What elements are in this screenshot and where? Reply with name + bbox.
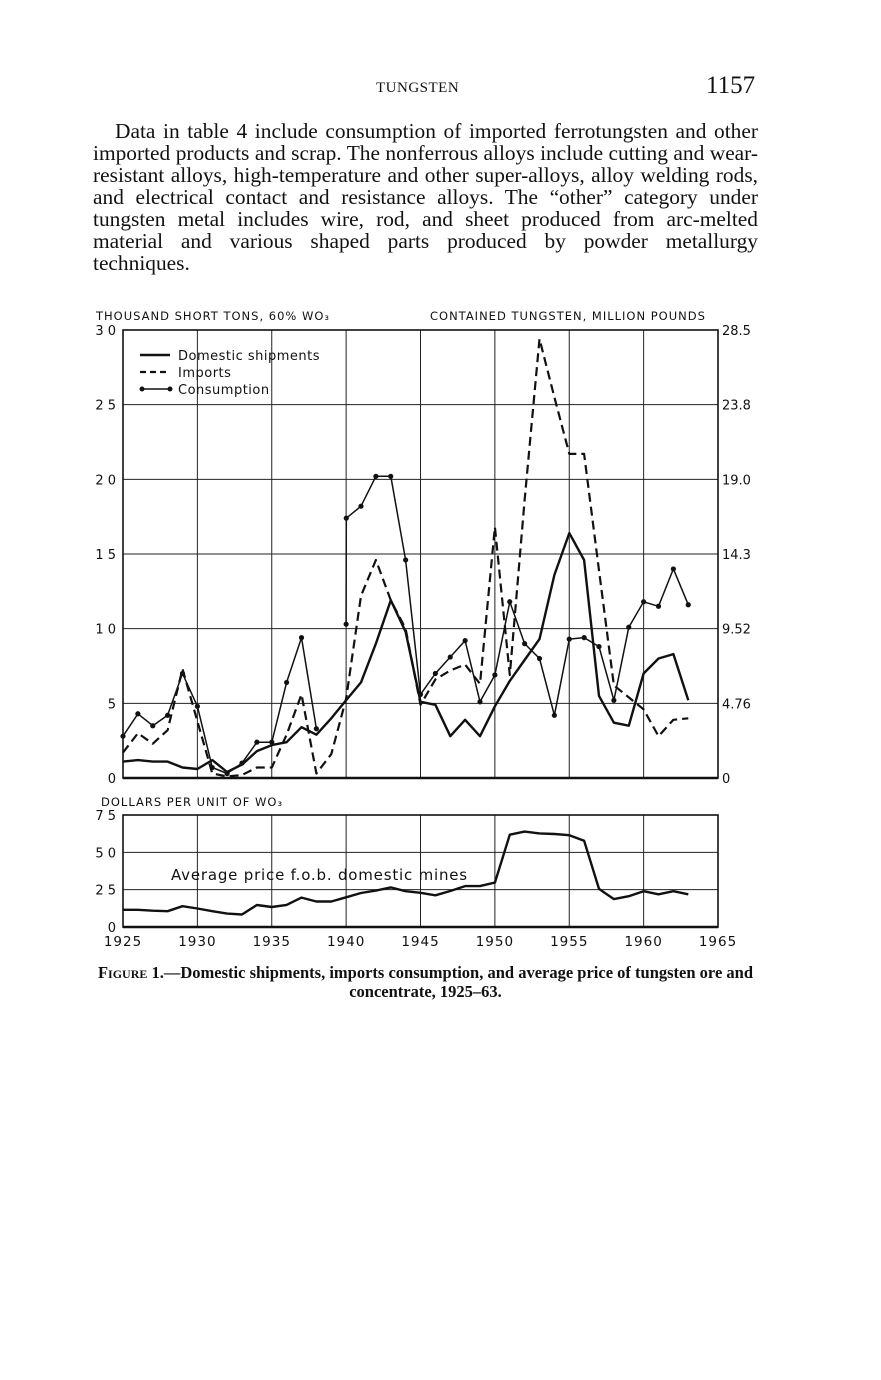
paragraph-text: Data in table 4 include consumption of imported ferrotungsten and other imported products and scrap. The nonferrous alloys include cutting and wear-resistant alloys, high-temperature and other super-alloys, alloy welding rods, and electrical contact and resistance alloys. The “other” category under tungsten metal includes wire, rod, and sheet produced from arc-melted material and various shaped parts produced by powder metallurgy techniques. xyxy=(93,119,758,275)
caption-text: —Domestic shipments, imports consumption, and average price of tungsten ore and concentrate, 1925–63. xyxy=(163,963,754,1001)
consumption-point xyxy=(210,765,215,770)
y-tick-label-left: 3 0 xyxy=(95,324,116,339)
page-number: 1157 xyxy=(706,72,756,99)
consumption-point xyxy=(403,557,408,562)
consumption-point xyxy=(552,713,557,718)
consumption-point xyxy=(373,474,378,479)
y-tick-label-left: 5 0 xyxy=(95,846,116,862)
running-head: TUNGSTEN xyxy=(376,80,460,96)
consumption-point xyxy=(239,760,244,765)
consumption-point xyxy=(284,680,289,685)
consumption-point xyxy=(135,711,140,716)
consumption-point xyxy=(448,654,453,659)
y-tick-label-left: 2 5 xyxy=(95,883,116,899)
consumption-point xyxy=(656,604,661,609)
y-tick-label-left: 2 0 xyxy=(95,473,116,489)
series-label-average-price: Average price f.o.b. domestic mines xyxy=(171,866,468,884)
legend-swatch-dot xyxy=(168,387,173,392)
legend-label: Imports xyxy=(178,366,232,381)
consumption-point xyxy=(507,599,512,604)
y-axis-label-left: THOUSAND SHORT TONS, 60% WO₃ xyxy=(96,309,331,323)
y-axis-label-left: DOLLARS PER UNIT OF WO₃ xyxy=(101,795,284,809)
y-tick-label-left: 0 xyxy=(107,772,116,787)
consumption-point xyxy=(463,638,468,643)
consumption-point xyxy=(596,644,601,649)
consumption-point xyxy=(269,740,274,745)
consumption-point xyxy=(522,641,527,646)
consumption-point xyxy=(254,740,259,745)
y-tick-label-left: 7 5 xyxy=(95,809,116,824)
consumption-point xyxy=(344,622,349,627)
consumption-point xyxy=(344,516,349,521)
x-tick-label: 1935 xyxy=(252,934,291,950)
x-tick-label: 1950 xyxy=(475,934,515,950)
legend-label: Domestic shipments xyxy=(178,349,321,364)
consumption-point xyxy=(477,699,482,704)
x-tick-label: 1965 xyxy=(698,934,738,950)
consumption-point xyxy=(180,671,185,676)
y-tick-label-left: 0 xyxy=(107,921,116,936)
x-tick-label: 1955 xyxy=(550,934,589,950)
figure-caption xyxy=(93,963,758,1001)
consumption-point xyxy=(388,474,393,479)
y-tick-label-left: 2 5 xyxy=(95,398,116,414)
y-axis-label-right: CONTAINED TUNGSTEN, MILLION POUNDS xyxy=(430,309,706,323)
y-tick-label-right: 23.8 xyxy=(722,398,751,414)
y-tick-label-right: 4.76 xyxy=(722,697,751,713)
consumption-point xyxy=(225,771,230,776)
consumption-point xyxy=(120,734,125,739)
series-line-domestic-shipments xyxy=(123,533,688,772)
y-tick-label-left: 1 5 xyxy=(95,548,116,563)
consumption-point xyxy=(582,635,587,640)
consumption-point xyxy=(418,692,423,697)
y-tick-label-right: 19.0 xyxy=(722,473,751,489)
consumption-point xyxy=(686,602,691,607)
consumption-point xyxy=(537,656,542,661)
y-tick-label-right: 0 xyxy=(722,772,731,787)
consumption-point xyxy=(641,599,646,604)
x-tick-label: 1945 xyxy=(401,934,440,950)
consumption-point xyxy=(299,635,304,640)
consumption-point xyxy=(492,672,497,677)
caption-label: Figure 1. xyxy=(97,963,164,982)
y-tick-label-right: 9.52 xyxy=(722,622,751,638)
y-tick-label-right: 14.3 xyxy=(722,548,751,563)
consumption-point xyxy=(611,698,616,703)
x-tick-label: 1940 xyxy=(326,934,366,950)
x-tick-label: 1930 xyxy=(178,934,217,950)
consumption-point xyxy=(567,637,572,642)
x-tick-label: 1960 xyxy=(624,934,663,950)
x-tick-label: 1925 xyxy=(103,934,143,950)
consumption-point xyxy=(165,713,170,718)
consumption-point xyxy=(358,504,363,509)
y-tick-label-right: 28.5 xyxy=(722,324,751,339)
consumption-point xyxy=(671,566,676,571)
consumption-point xyxy=(195,704,200,709)
series-line-consumption xyxy=(123,638,316,774)
legend-label: Consumption xyxy=(178,383,270,398)
y-tick-label-left: 5 xyxy=(107,697,116,713)
consumption-point xyxy=(150,723,155,728)
consumption-point xyxy=(626,625,631,630)
consumption-point xyxy=(314,726,319,731)
legend-swatch-dot xyxy=(140,387,145,392)
consumption-point xyxy=(433,671,438,676)
y-tick-label-left: 1 0 xyxy=(95,622,116,638)
